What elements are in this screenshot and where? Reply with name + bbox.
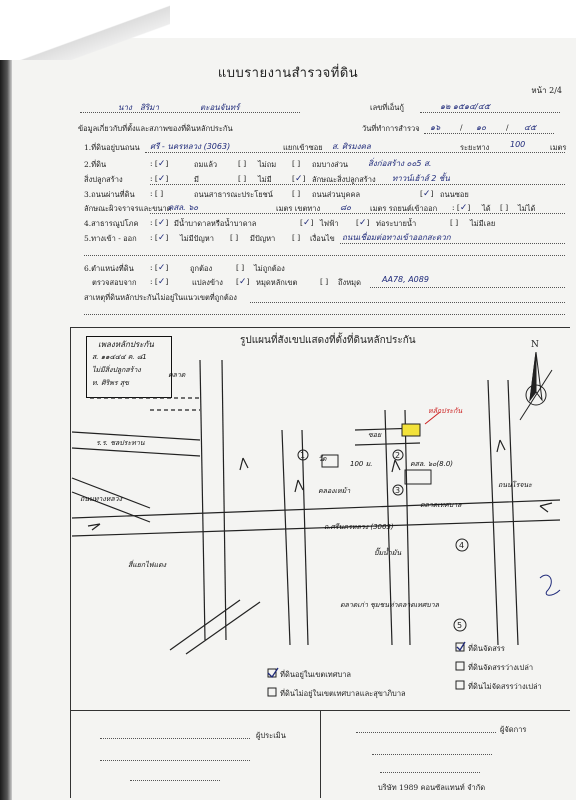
row3b-value: คสล. ๖๐ (168, 203, 199, 212)
manager-name-line (372, 754, 492, 755)
legend-line-2: ไม่มีสิ่งปลูกสร้าง (92, 366, 141, 374)
svg-text:2: 2 (395, 451, 401, 460)
map-temple-label: วัด (318, 455, 327, 463)
map-collateral-label: หลักประกัน (428, 407, 463, 415)
row1-label: 1.ที่ดินอยู่บนถนน (84, 143, 140, 152)
row2b-opt1: มี (194, 175, 199, 184)
survey-date-label: วันที่ทำการสำรวจ (362, 124, 420, 133)
zone-not-allocated-vacant: ที่ดินไม่จัดสรรว่างเปล่า (468, 682, 542, 691)
row1-unit: เมตร (550, 143, 567, 152)
manager-sign-line (356, 732, 496, 733)
row1-branch: ส. ศิรมงคล (332, 142, 371, 151)
svg-text:3: 3 (395, 486, 401, 495)
map-junction-label: สี่แยกไฟแดง (128, 561, 167, 569)
legend-line-1: ส. ๑๑๔๔๔ ค. ๘1 (92, 353, 147, 361)
owner-last-name: ตะอนจันทร์ (200, 103, 240, 112)
zone-allocated: ที่ดินจัดสรร (468, 644, 505, 653)
map-gas-label: ปั๊มน้ำมัน (374, 549, 402, 557)
row3b-width-label: เมตร เขตทาง (276, 204, 321, 213)
map-market-name-label: ตลาดเทศบาล (420, 501, 462, 509)
row7-mark-label: ถึงหมุด (338, 278, 361, 287)
row5-opt1: ไม่มีปัญหา (180, 234, 214, 243)
zone-allocated-vacant: ที่ดินจัดสรรว่างเปล่า (468, 663, 534, 672)
row7-opt2: หมุดหลักเขต (256, 278, 298, 287)
svg-text:4: 4 (459, 541, 465, 550)
manager-label: ผู้จัดการ (500, 725, 527, 734)
signature-divider (320, 710, 321, 798)
zone-in-municipality: ที่ดินอยู่ในเขตเทศบาล (280, 670, 352, 679)
row4-opt3: ท่อระบายน้ำ (376, 219, 417, 228)
row2b-label: สิ่งปลูกสร้าง (84, 175, 123, 184)
page-number: หน้า 2/4 (531, 86, 562, 95)
appraiser-name-line (100, 760, 250, 761)
row3b-label: ลักษณะผิวจราจรและขนาด (84, 204, 172, 213)
owner-first-name: สิริมา (140, 103, 159, 112)
map-market-label: ตลาด (168, 371, 186, 379)
north-label: N (531, 340, 539, 350)
row3-opt2: ถนนส่วนบุคคล (312, 190, 361, 199)
appraiser-label: ผู้ประเมิน (256, 731, 286, 740)
row1-distance: 100 (510, 140, 526, 149)
survey-day: ๑๖ (430, 123, 441, 132)
row1-distance-label: ระยะทาง (460, 143, 490, 152)
map-title: รูปแผนที่สังเขปแสดงที่ตั้งที่ดินหลักประกัน (240, 335, 416, 346)
row2-label: 2.ที่ดิน (84, 160, 107, 169)
manager-date-line (380, 772, 480, 773)
row7-label: ตรวจสอบจาก (92, 278, 137, 287)
row3-label: 3.ถนนผ่านที่ดิน (84, 190, 135, 199)
map-main-road-label: ถ.ศรีนครหลวง (3063) (324, 523, 394, 531)
row5-opt2: มีปัญหา (250, 234, 276, 243)
row2-value: สิ่งก่อสร้าง ๐๐5 ส. (368, 159, 432, 168)
row4-opt1: มีน้ำบาดาลหรือน้ำบาดาล (174, 219, 257, 228)
doc-no-label: เลขที่เอ็นกู้ (370, 103, 404, 112)
doc-no-value: ๑๒ ๑๕๑๔/๔๕ (440, 102, 490, 111)
row4-label: 4.สาธารณูปโภค (84, 219, 139, 228)
appraiser-date-line (130, 780, 220, 781)
row6-opt1: ถูกต้อง (190, 264, 213, 273)
row2b-opt3: ลักษณะสิ่งปลูกสร้าง (312, 175, 376, 184)
map-shop-label: คลองเหม้า (318, 487, 351, 495)
section-heading: ข้อมูลเกี่ยวกับที่ตั้งและสภาพของที่ดินหลักประกัน (78, 124, 233, 133)
row3b-no: ไม่ได้ (518, 204, 536, 213)
row7-opt1: แปลงข้าง (192, 278, 223, 287)
row5-label: 5.ทางเข้า - ออก (84, 234, 137, 243)
map-bottom-note: ตลาดเก่า ชุมชนท่าตลาดเทศบาล (340, 601, 439, 609)
company-name: บริษัท 1989 คอนซัลแทนท์ จำกัด (378, 783, 486, 792)
row8-label: สาเหตุที่ดินหลักประกันไม่อยู่ในแนวเขตที่ถูกต้อง (84, 293, 237, 302)
survey-month: ๑๐ (476, 123, 486, 132)
row2b-opt2: ไม่มี (258, 175, 272, 184)
row3b-width: ๘๐ (340, 203, 352, 212)
survey-year: ๔๕ (524, 123, 537, 132)
row2b-value: ทาวน์เฮ้าส์ 2 ชั้น (392, 174, 450, 183)
map-distance-label: 100 ม. (350, 460, 373, 468)
row7-mark-value: AA78, A089 (382, 275, 429, 284)
svg-text:1: 1 (300, 451, 306, 460)
row3-opt1: ถนนสาธารณะประโยชน์ (194, 190, 273, 199)
row3-opt3: ถนนซอย (440, 190, 469, 199)
appraiser-sign-line (100, 738, 250, 739)
row4-opt2: ไฟฟ้า (320, 219, 339, 228)
row4-opt4: ไม่มีเลย (470, 219, 496, 228)
legend-line-3: ท. ศิริพร สุข (92, 379, 129, 387)
collateral-parcel (402, 424, 420, 436)
row1-road: ศรี - นครหลวง (3063) (150, 142, 231, 151)
row5-cond-label: เงื่อนไข (310, 234, 335, 243)
map-highway-label: ถนนทางหลวง (80, 495, 123, 503)
row3b-yes: ได้ (482, 204, 491, 213)
map-soi-label: ซอย (368, 431, 382, 439)
row3b-drive-label: เมตร รถยนต์เข้าออก (370, 204, 438, 213)
zone-out-municipality: ที่ดินไม่อยู่ในเขตเทศบาลและสุขาภิบาล (280, 689, 406, 698)
row6-label: 6.ตำแหน่งที่ดิน (84, 264, 134, 273)
document-title: แบบรายงานสำรวจที่ดิน (217, 66, 359, 81)
map-road-width-label: คสล. ๖๐(8.0) (410, 460, 454, 468)
owner-prefix: นาง (118, 103, 132, 112)
legend-title: เพลงหลักประกัน (98, 340, 154, 349)
svg-text:5: 5 (457, 621, 463, 630)
row2-opt2: ไม่ถม (258, 160, 277, 169)
row2-opt3: ถมบางส่วน (312, 160, 349, 169)
row2-opt1: ถมแล้ว (194, 160, 218, 169)
row1-branch-label: แยกเข้าซอย (283, 143, 323, 152)
map-intersection-label: ถนนโรจนะ (498, 481, 532, 489)
map-school-label: ร.ร. ชลประทาน (96, 439, 145, 447)
row6-opt2: ไม่ถูกต้อง (254, 264, 285, 273)
row5-cond-value: ถนนเชื่อมต่อทางเข้าออกสะดวก (342, 233, 451, 242)
